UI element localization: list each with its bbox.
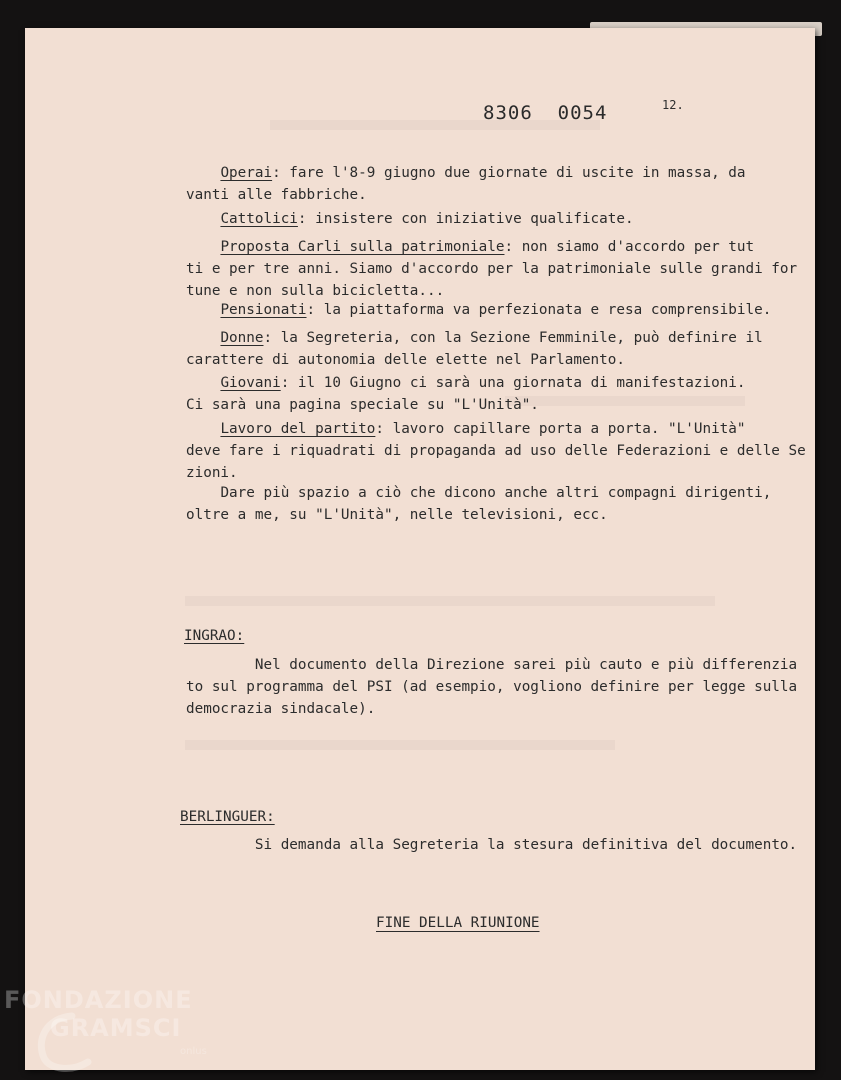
paragraph-lavoro-del-partito: [186, 418, 806, 484]
archive-document-number: [483, 102, 607, 124]
watermark-line1: FONDAZIONE: [4, 986, 193, 1014]
speaker-berlinguer: BERLINGUER:: [180, 809, 275, 825]
topic-label: Proposta Carli sulla patrimoniale: [220, 239, 505, 255]
paragraph-text: Dare più spazio a ciò che dicono anche altri compagni dirigenti, oltre a me, su "L'Unità", nelle televisioni, ecc.: [186, 485, 772, 523]
berlinguer-statement: [186, 834, 797, 856]
watermark-line3: onlus: [180, 1046, 207, 1057]
paragraph-cattolici: [186, 208, 634, 230]
fondazione-gramsci-watermark: [4, 986, 224, 1076]
closing-line: FINE DELLA RIUNIONE: [376, 915, 540, 931]
paragraph-text: : il 10 Giugno ci sarà una giornata di manifestazioni. Ci sarà una pagina speciale su "L'Unità".: [186, 375, 746, 413]
paragraph-giovani: [186, 372, 746, 416]
topic-label: Giovani: [220, 375, 281, 391]
bleed-through-line: [185, 596, 715, 606]
ingrao-statement: [186, 654, 797, 720]
topic-label: Pensionati: [220, 302, 307, 318]
statement-text: Si demanda alla Segreteria la stesura definitiva del documento.: [254, 837, 798, 853]
page-number: 12.: [662, 98, 684, 112]
topic-label: Cattolici: [220, 211, 298, 227]
bleed-through-line: [185, 740, 615, 750]
paragraph-text: : la piattaforma va perfezionata e resa comprensibile.: [306, 302, 772, 318]
paragraph-text: : insistere con iniziative qualificate.: [297, 211, 634, 227]
paragraph-pensionati: [186, 299, 771, 321]
paragraph-text: : lavoro capillare porta a porta. "L'Unità" deve fare i riquadrati di propaganda ad uso delle Federazioni e delle Se zioni.: [186, 421, 806, 481]
document-code-right: 0054: [557, 102, 608, 124]
document-page: [25, 28, 815, 1070]
paragraph-donne: [186, 327, 763, 371]
speaker-ingrao: INGRAO:: [184, 628, 245, 644]
document-code-left: 8306: [483, 102, 533, 124]
paragraph-text: : non siamo d'accordo per tut ti e per tre anni. Siamo d'accordo per la patrimoniale sulle grandi for tune e non sulla bicicletta...: [186, 239, 798, 299]
watermark-line2: GRAMSCI: [50, 1014, 182, 1042]
topic-label: Lavoro del partito: [220, 421, 376, 437]
paragraph-text: : la Segreteria, con la Sezione Femminile, può definire il carattere di autonomia delle elette nel Parlamento.: [186, 330, 763, 368]
topic-label: Operai: [220, 165, 273, 181]
paragraph-dare-piu-spazio: [186, 482, 771, 526]
paragraph-text: : fare l'8-9 giugno due giornate di uscite in massa, da vanti alle fabbriche.: [186, 165, 746, 203]
paragraph-operai: [186, 162, 746, 206]
paragraph-proposta-carli: [186, 236, 797, 302]
topic-label: Donne: [220, 330, 264, 346]
statement-text: Nel documento della Direzione sarei più cauto e più differenzia to sul programma del PSI (ad esempio, vogliono definire per legge sulla democrazia sindacale).: [186, 657, 798, 717]
